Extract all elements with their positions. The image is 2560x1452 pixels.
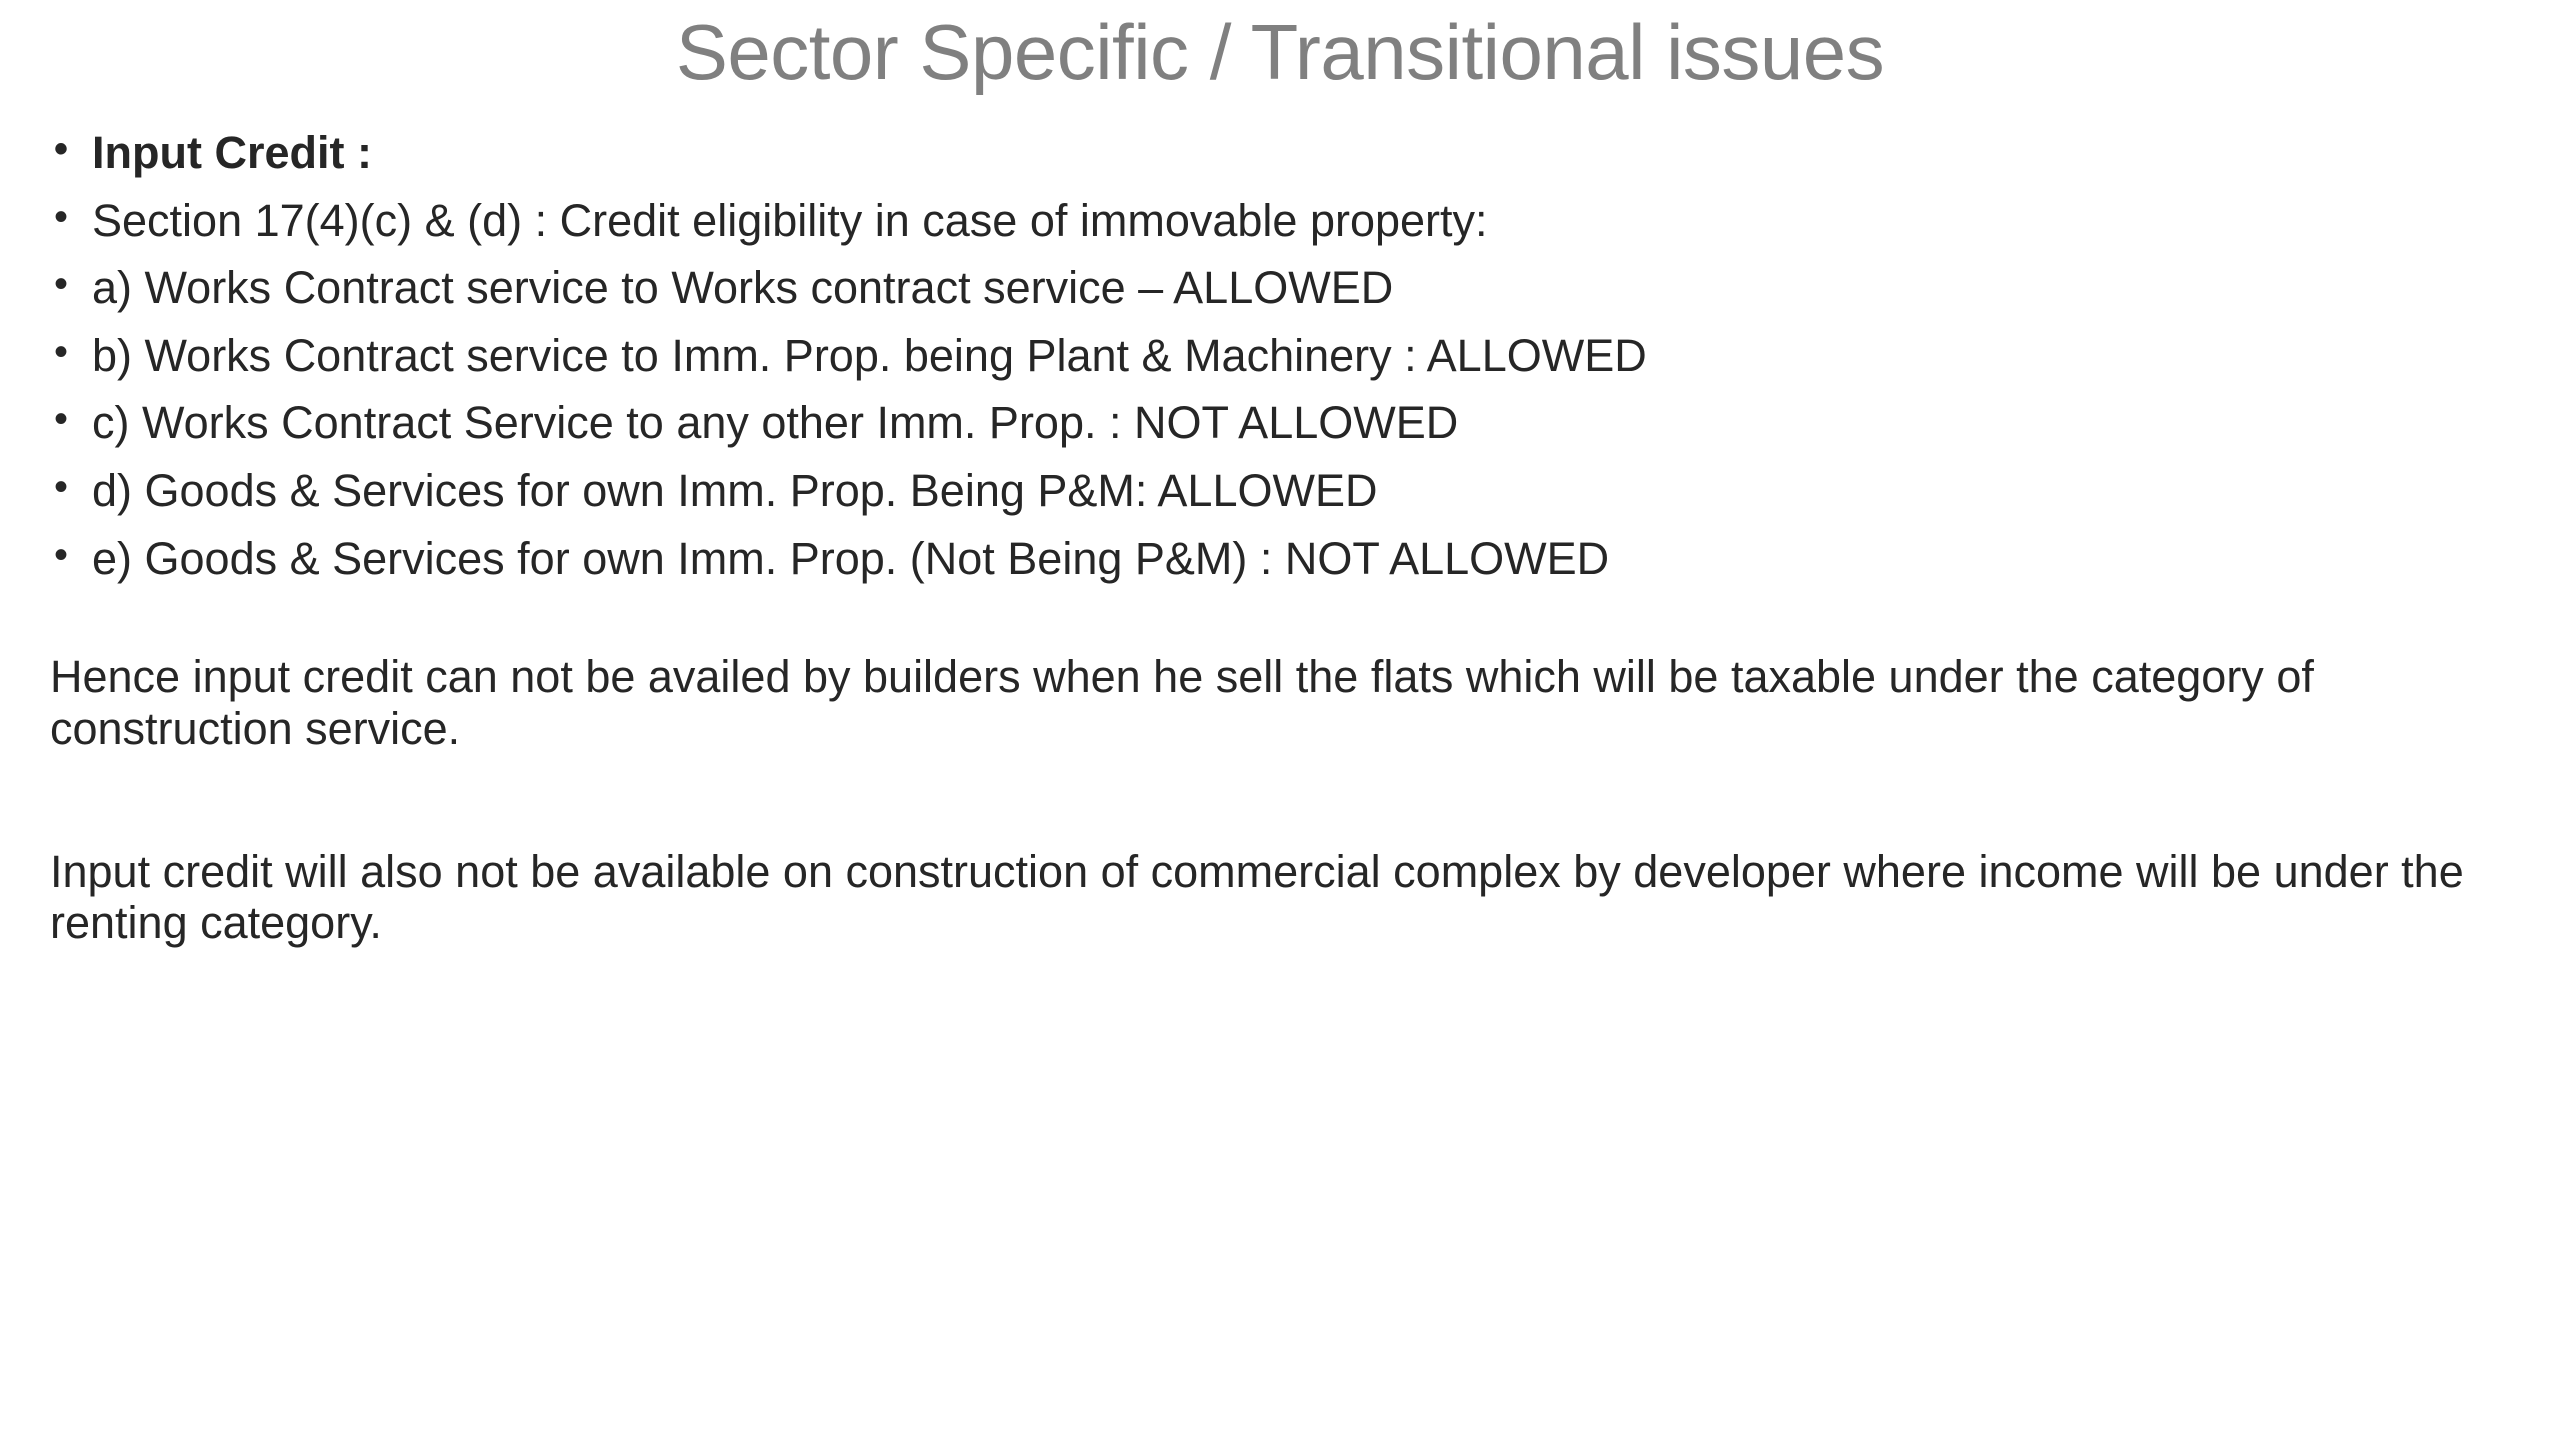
list-item: • d) Goods & Services for own Imm. Prop. Being P&M: ALLOWED bbox=[44, 460, 2520, 522]
paragraph-input-credit-commercial: Input credit will also not be available on construction of commercial complex by developer where income will be under the renting category. bbox=[50, 845, 2464, 949]
page-title: Sector Specific / Transitional issues bbox=[675, 8, 1885, 96]
list-item: • Input Credit : bbox=[44, 122, 2520, 184]
slide bbox=[0, 8, 2560, 1452]
paragraph-input-credit-builders: Hence input credit can not be availed by builders when he sell the flats which will be taxable under the category of construction service. bbox=[50, 651, 2314, 754]
bullet-list bbox=[44, 122, 2520, 589]
list-item: • Section 17(4)(c) & (d) : Credit eligibility in case of immovable property: bbox=[44, 190, 2520, 252]
list-item: • a) Works Contract service to Works contract service – ALLOWED bbox=[44, 257, 2520, 319]
slide-body bbox=[0, 122, 2560, 949]
list-item: • e) Goods & Services for own Imm. Prop. (Not Being P&M) : NOT ALLOWED bbox=[44, 528, 2520, 590]
list-item: • c) Works Contract Service to any other Imm. Prop. : NOT ALLOWED bbox=[44, 392, 2520, 454]
list-item: • b) Works Contract service to Imm. Prop. being Plant & Machinery : ALLOWED bbox=[44, 325, 2520, 387]
